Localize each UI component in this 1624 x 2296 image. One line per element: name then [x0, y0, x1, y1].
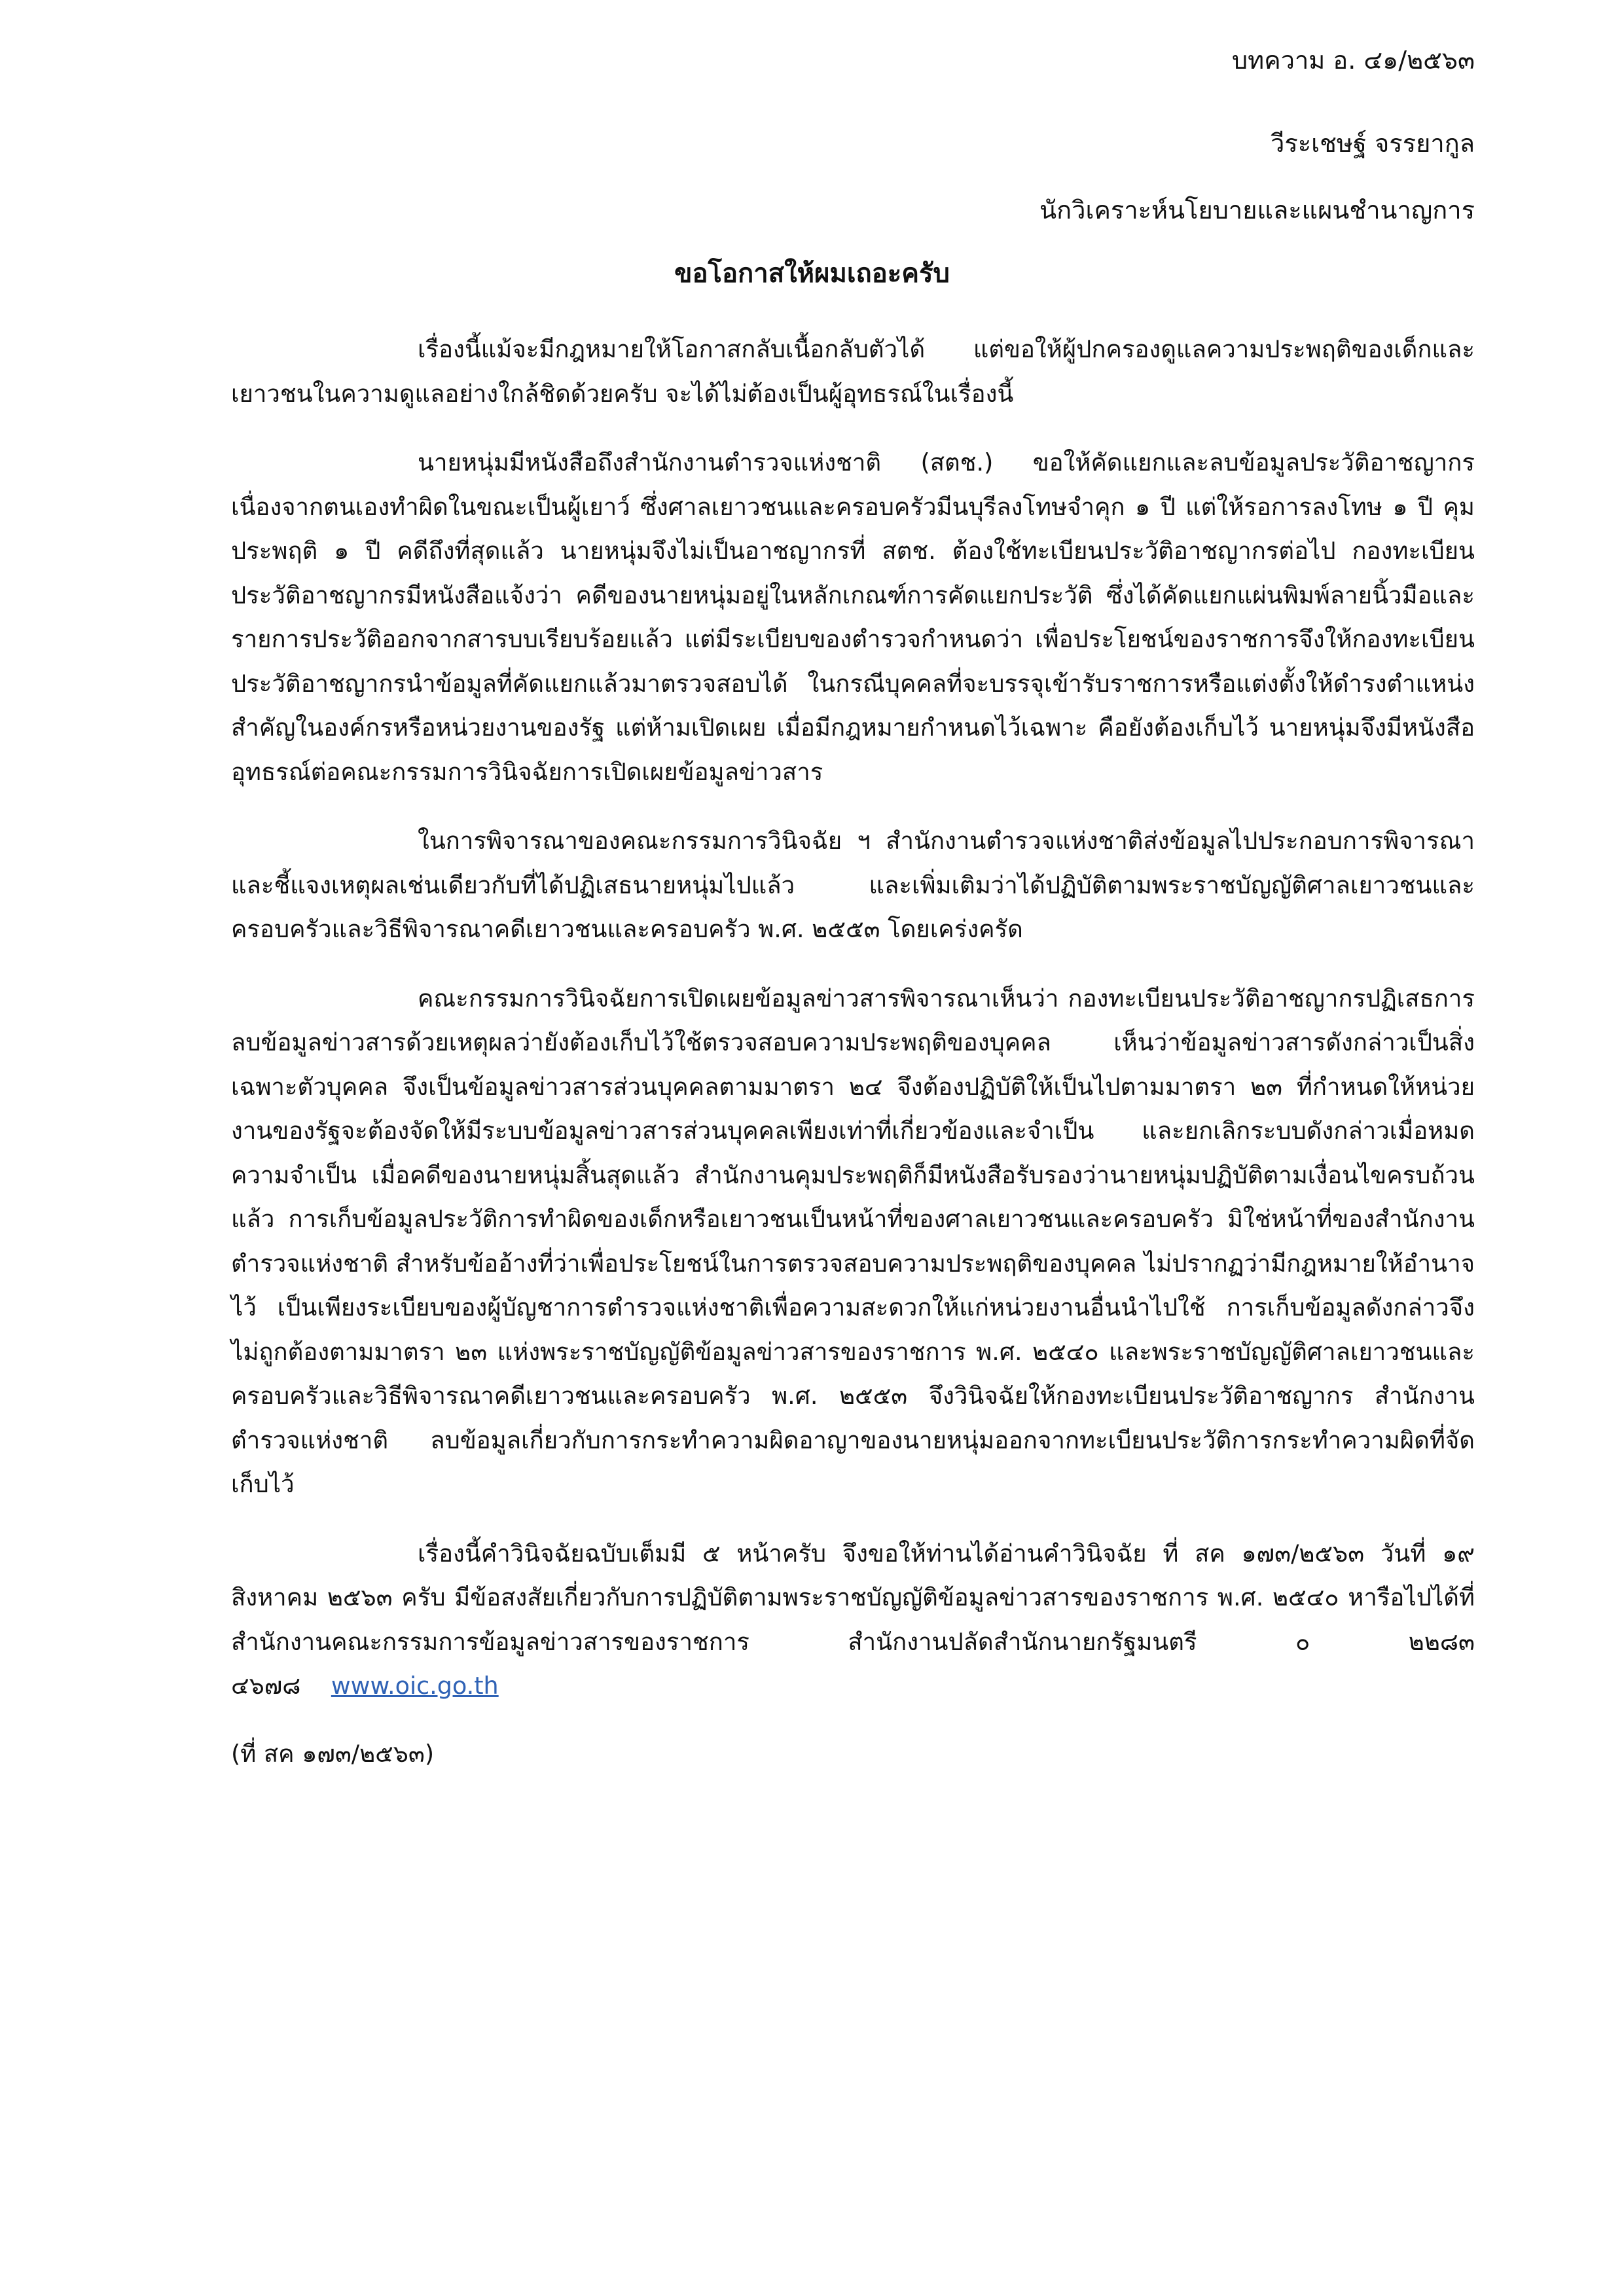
author-position: นักวิเคราะห์นโยบายและแผนชำนาญการ [1039, 196, 1475, 224]
paragraph-case: นายหนุ่มมีหนังสือถึงสำนักงานตำรวจแห่งชาติ (สตช.) ขอให้คัดแยกและลบข้อมูลประวัติอาชญากร เนื่องจากตนเองทำผิดในขณะเป็นผู้เยาว์ ซึ่งศาลเยาวชนและครอบครัวมีนบุรีลงโทษจำคุก ๑ ปี แต่ให้รอการลงโทษ ๑ ปี คุมประพฤติ ๑ ปี คดีถึงที่สุดแล้ว นายหนุ่มจึงไม่เป็นอาชญากรที่ สตช. ต้องใช้ทะเบียนประวัติอาชญากรต่อไป กองทะเบียนประวัติอาชญากรมีหนังสือแจ้งว่า คดีของนายหนุ่มอยู่ในหลักเกณฑ์การคัดแยกประวัติ ซึ่งได้คัดแยกแผ่นพิมพ์ลายนิ้วมือและรายการประวัติออกจากสารบบเรียบร้อยแล้ว แต่มีระเบียบของตำรวจกำหนดว่า เพื่อประโยชน์ของราชการจึงให้กองทะเบียนประวัติอาชญากรนำข้อมูลที่คัดแยกแล้วมาตรวจสอบได้ ในกรณีบุคคลที่จะบรรจุเข้ารับราชการหรือแต่งตั้งให้ดำรงตำแหน่งสำคัญในองค์กรหรือหน่วยงานของรัฐ แต่ห้ามเปิดเผย เมื่อมีกฎหมายกำหนดไว้เฉพาะ คือยังต้องเก็บไว้ นายหนุ่มจึงมีหนังสืออุทธรณ์ต่อคณะกรรมการวินิจฉัยการเปิดเผยข้อมูลข่าวสาร [231, 448, 1475, 786]
paragraph-police-response: ในการพิจารณาของคณะกรรมการวินิจฉัย ฯ สำนักงานตำรวจแห่งชาติส่งข้อมูลไปประกอบการพิจารณาและชี้แจงเหตุผลเช่นเดียวกับที่ได้ปฏิเสธนายหนุ่มไปแล้ว และเพิ่มเติมว่าได้ปฏิบัติตามพระราชบัญญัติศาลเยาวชนและครอบครัวและวิธีพิจารณาคดีเยาวชนและครอบครัว พ.ศ. ๒๕๕๓ โดยเคร่งครัด [231, 827, 1475, 943]
website-link[interactable]: www.oic.go.th [331, 1672, 499, 1700]
author-name: วีระเชษฐ์ จรรยากูล [1270, 129, 1475, 158]
article-title: ขอโอกาสให้ผมเถอะครับ [674, 259, 950, 289]
paragraph-intro: เรื่องนี้แม้จะมีกฎหมายให้โอกาสกลับเนื้อกลับตัวได้ แต่ขอให้ผู้ปกครองดูแลความประพฤติของเด็กและเยาวชนในความดูแลอย่างใกล้ชิดด้วยครับ จะได้ไม่ต้องเป็นผู้อุทธรณ์ในเรื่องนี้ [231, 335, 1475, 408]
paragraph-closing [231, 1532, 1475, 1708]
closing-text: เรื่องนี้คำวินิจฉัยฉบับเต็มมี ๕ หน้าครับ จึงขอให้ท่านได้อ่านคำวินิจฉัย ที่ สค ๑๗๓/๒๕๖๓ วันที่ ๑๙ สิงหาคม ๒๕๖๓ ครับ มีข้อสงสัยเกี่ยวกับการปฏิบัติตามพระราชบัญญัติข้อมูลข่าวสารของราชการ พ.ศ. ๒๕๔๐ หารือไปได้ที่สำนักงานคณะกรรมการข้อมูลข่าวสารของราชการ สำนักงานปลัดสำนักนายกรัฐมนตรี ๐ ๒๒๘๓ ๔๖๗๘ [231, 1539, 1475, 1700]
article-reference: บทความ อ. ๔๑/๒๕๖๓ [1232, 46, 1475, 75]
footer-reference: (ที่ สค ๑๗๓/๒๕๖๓) [231, 1739, 435, 1768]
paragraph-decision: คณะกรรมการวินิจฉัยการเปิดเผยข้อมูลข่าวสารพิจารณาเห็นว่า กองทะเบียนประวัติอาชญากรปฏิเสธการลบข้อมูลข่าวสารด้วยเหตุผลว่ายังต้องเก็บไว้ใช้ตรวจสอบความประพฤติของบุคคล เห็นว่าข้อมูลข่าวสารดังกล่าวเป็นสิ่งเฉพาะตัวบุคคล จึงเป็นข้อมูลข่าวสารส่วนบุคคลตามมาตรา ๒๔ จึงต้องปฏิบัติให้เป็นไปตามมาตรา ๒๓ ที่กำหนดให้หน่วยงานของรัฐจะต้องจัดให้มีระบบข้อมูลข่าวสารส่วนบุคคลเพียงเท่าที่เกี่ยวข้องและจำเป็น และยกเลิกระบบดังกล่าวเมื่อหมดความจำเป็น เมื่อคดีของนายหนุ่มสิ้นสุดแล้ว สำนักงานคุมประพฤติก็มีหนังสือรับรองว่านายหนุ่มปฏิบัติตามเงื่อนไขครบถ้วนแล้ว การเก็บข้อมูลประวัติการทำผิดของเด็กหรือเยาวชนเป็นหน้าที่ของศาลเยาวชนและครอบครัว มิใช่หน้าที่ของสำนักงานตำรวจแห่งชาติ สำหรับข้ออ้างที่ว่าเพื่อประโยชน์ในการตรวจสอบความประพฤติของบุคคล ไม่ปรากฏว่ามีกฎหมายให้อำนาจไว้ เป็นเพียงระเบียบของผู้บัญชาการตำรวจแห่งชาติเพื่อความสะดวกให้แก่หน่วยงานอื่นนำไปใช้ การเก็บข้อมูลดังกล่าวจึงไม่ถูกต้องตามมาตรา ๒๓ แห่งพระราชบัญญัติข้อมูลข่าวสารของราชการ พ.ศ. ๒๕๔๐ และพระราชบัญญัติศาลเยาวชนและครอบครัวและวิธีพิจารณาคดีเยาวชนและครอบครัว พ.ศ. ๒๕๕๓ จึงวินิจฉัยให้กองทะเบียนประวัติอาชญากร สำนักงานตำรวจแห่งชาติ ลบข้อมูลเกี่ยวกับการกระทำความผิดอาญาของนายหนุ่มออกจากทะเบียนประวัติการกระทำความผิดที่จัดเก็บไว้ [231, 984, 1475, 1498]
article-body [231, 327, 1475, 1776]
